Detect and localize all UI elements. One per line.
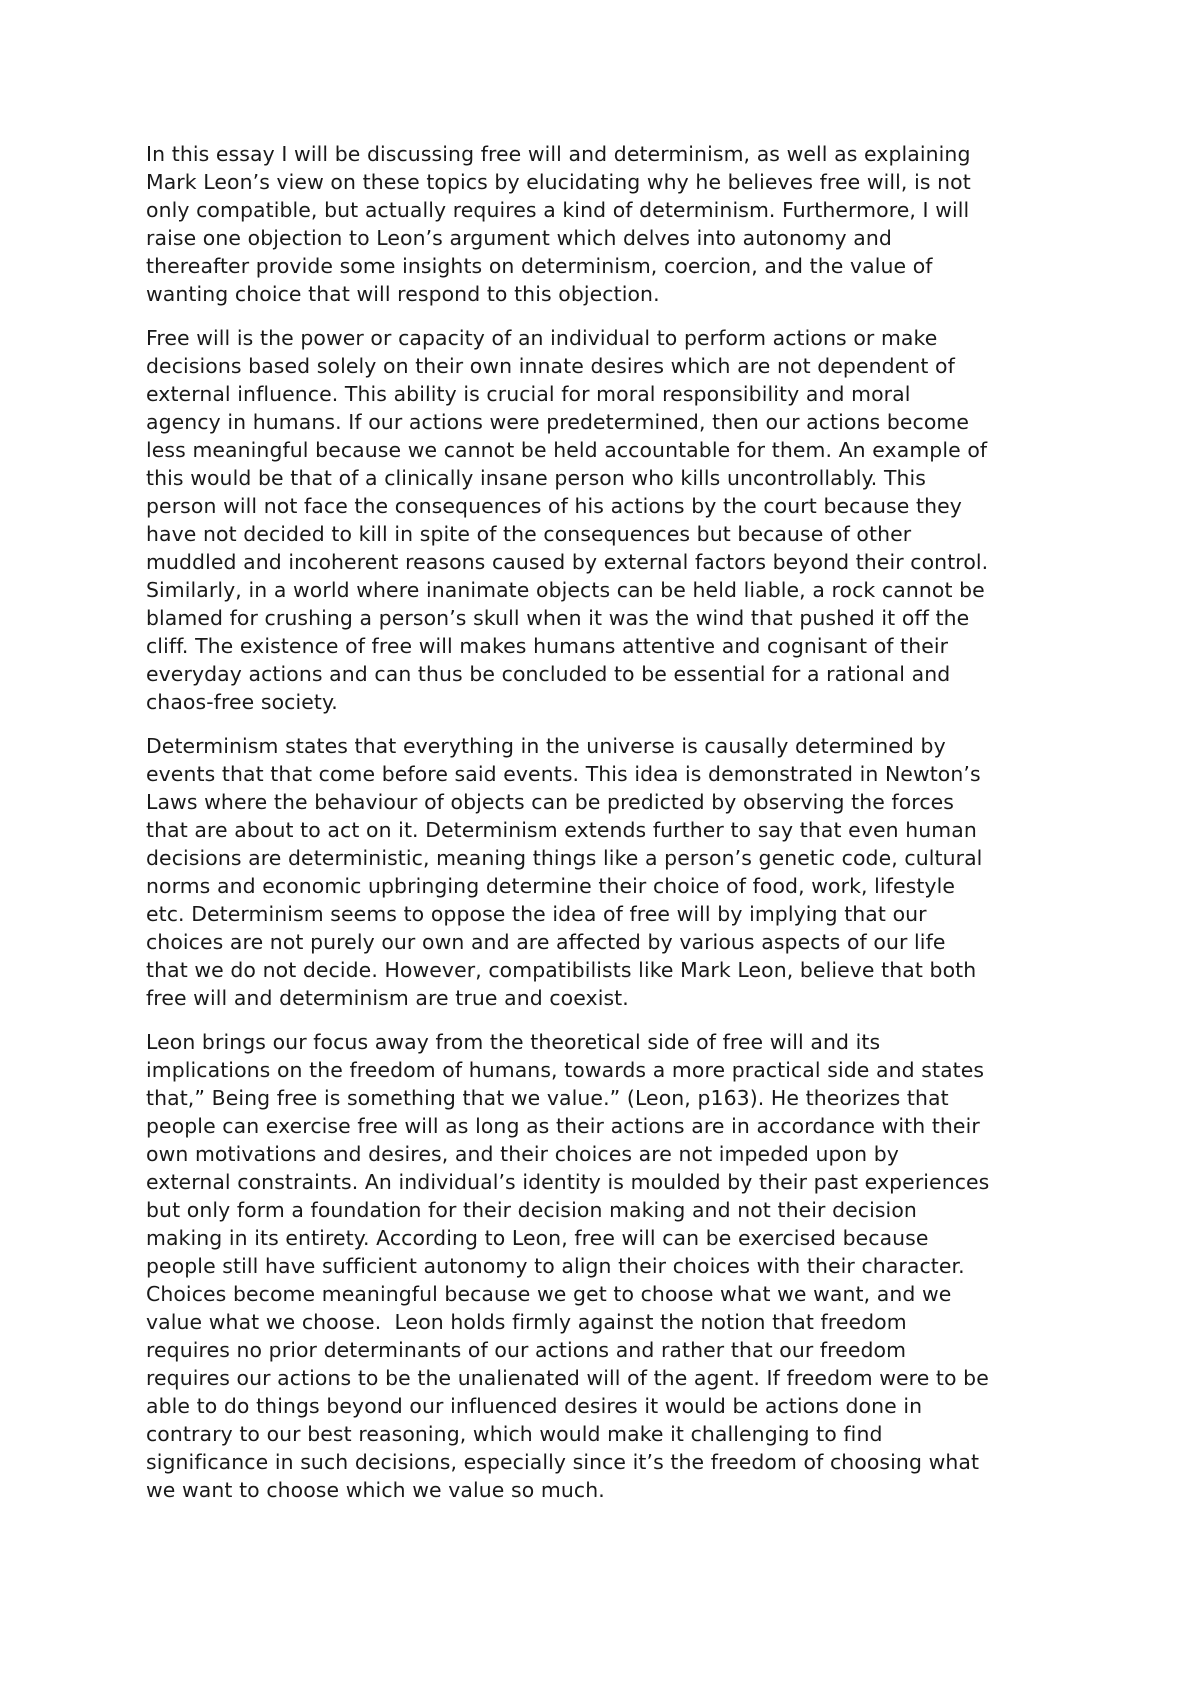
- essay-paragraph: [146, 324, 1066, 716]
- text-line: muddled and incoherent reasons caused by external factors beyond their control.: [146, 550, 989, 574]
- text-line: raise one objection to Leon’s argument which delves into autonomy and: [146, 226, 892, 250]
- text-line: implications on the freedom of humans, towards a more practical side and states: [146, 1058, 985, 1082]
- text-line: In this essay I will be discussing free will and determinism, as well as explaining: [146, 142, 971, 166]
- text-line: events that that come before said events. This idea is demonstrated in Newton’s: [146, 762, 981, 786]
- text-line: etc. Determinism seems to oppose the idea of free will by implying that our: [146, 902, 927, 926]
- text-line: Similarly, in a world where inanimate objects can be held liable, a rock cannot be: [146, 578, 985, 602]
- text-line: cliff. The existence of free will makes humans attentive and cognisant of their: [146, 634, 949, 658]
- text-line: free will and determinism are true and coexist.: [146, 986, 629, 1010]
- text-line: Determinism states that everything in the universe is causally determined by: [146, 734, 946, 758]
- text-line: Leon brings our focus away from the theoretical side of free will and its: [146, 1030, 881, 1054]
- text-line: able to do things beyond our influenced desires it would be actions done in: [146, 1394, 923, 1418]
- text-line: contrary to our best reasoning, which would make it challenging to find: [146, 1422, 883, 1446]
- text-line: Laws where the behaviour of objects can be predicted by observing the forces: [146, 790, 955, 814]
- text-line: that we do not decide. However, compatibilists like Mark Leon, believe that both: [146, 958, 977, 982]
- text-line: making in its entirety. According to Leon, free will can be exercised because: [146, 1226, 929, 1250]
- text-line: requires our actions to be the unalienated will of the agent. If freedom were to be: [146, 1366, 989, 1390]
- text-line: decisions based solely on their own innate desires which are not dependent of: [146, 354, 955, 378]
- text-line: thereafter provide some insights on determinism, coercion, and the value of: [146, 254, 933, 278]
- text-line: norms and economic upbringing determine their choice of food, work, lifestyle: [146, 874, 955, 898]
- text-line: external influence. This ability is crucial for moral responsibility and moral: [146, 382, 911, 406]
- essay-paragraph: [146, 732, 1066, 1012]
- text-line: external constraints. An individual’s identity is moulded by their past experiences: [146, 1170, 990, 1194]
- text-line: value what we choose. Leon holds firmly against the notion that freedom: [146, 1310, 907, 1334]
- text-line: significance in such decisions, especially since it’s the freedom of choosing what: [146, 1450, 980, 1474]
- text-line: chaos-free society.: [146, 690, 338, 714]
- text-line: Mark Leon’s view on these topics by elucidating why he believes free will, is not: [146, 170, 971, 194]
- text-line: people still have sufficient autonomy to align their choices with their character.: [146, 1254, 965, 1278]
- text-line: everyday actions and can thus be concluded to be essential for a rational and: [146, 662, 951, 686]
- text-line: that,” Being free is something that we value.” (Leon, p163). He theorizes that: [146, 1086, 949, 1110]
- text-line: that are about to act on it. Determinism extends further to say that even human: [146, 818, 977, 842]
- text-line: less meaningful because we cannot be held accountable for them. An example of: [146, 438, 988, 462]
- text-line: own motivations and desires, and their choices are not impeded upon by: [146, 1142, 899, 1166]
- text-line: blamed for crushing a person’s skull when it was the wind that pushed it off the: [146, 606, 970, 630]
- text-line: person will not face the consequences of his actions by the court because they: [146, 494, 962, 518]
- text-line: people can exercise free will as long as their actions are in accordance with their: [146, 1114, 980, 1138]
- essay-paragraph: [146, 1028, 1066, 1504]
- text-line: have not decided to kill in spite of the consequences but because of other: [146, 522, 912, 546]
- text-line: Free will is the power or capacity of an individual to perform actions or make: [146, 326, 938, 350]
- essay-body: [146, 140, 1066, 1520]
- text-line: wanting choice that will respond to this objection.: [146, 282, 660, 306]
- text-line: agency in humans. If our actions were predetermined, then our actions become: [146, 410, 970, 434]
- text-line: we want to choose which we value so much.: [146, 1478, 605, 1502]
- text-line: this would be that of a clinically insane person who kills uncontrollably. This: [146, 466, 927, 490]
- text-line: but only form a foundation for their decision making and not their decision: [146, 1198, 917, 1222]
- text-line: Choices become meaningful because we get to choose what we want, and we: [146, 1282, 952, 1306]
- text-line: only compatible, but actually requires a kind of determinism. Furthermore, I will: [146, 198, 970, 222]
- text-line: choices are not purely our own and are affected by various aspects of our life: [146, 930, 946, 954]
- text-line: decisions are deterministic, meaning things like a person’s genetic code, cultural: [146, 846, 983, 870]
- essay-paragraph: [146, 140, 1066, 308]
- text-line: requires no prior determinants of our actions and rather that our freedom: [146, 1338, 907, 1362]
